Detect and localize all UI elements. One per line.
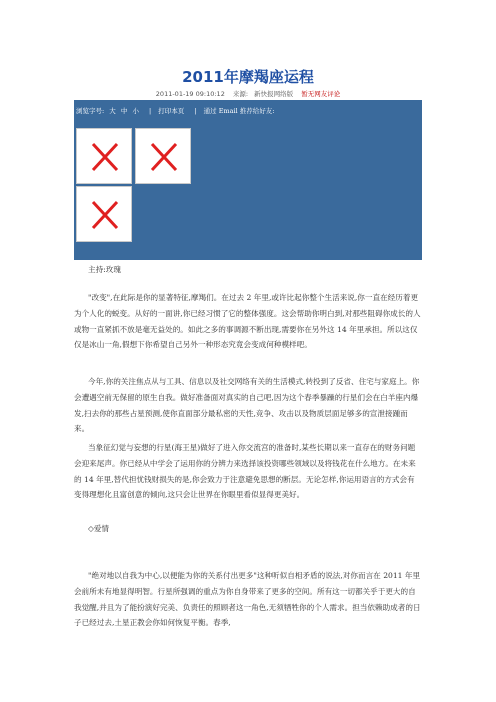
red-x-icon <box>91 200 119 230</box>
article-paragraph <box>74 568 422 631</box>
font-size-small-link[interactable]: 小 <box>132 107 139 115</box>
love-heading: ◇爱情 <box>88 524 110 533</box>
article-paragraph <box>74 290 422 353</box>
article-meta <box>0 89 496 98</box>
article-paragraph <box>74 374 422 437</box>
article-toolbar <box>76 106 277 115</box>
section-heading <box>74 521 422 537</box>
paragraph-text: "改变",在此际是你的显著特征,摩羯们。在过去 2 年里,或许比起你整个生活来说,你一直在经历着更为个人化的蜕变。从好的一面讲,你已经习惯了它的整体强度。这会帮助你明白到,对那些阻碍你成长的人或物一直紧抓不放是毫无益处的。如此之多的事调源不断出现,需要你在另外这 14 年里承担。所以这仅仅是冰山一角,假想下你希望自己另外一种形态究竟会变成何种模样吧。 <box>74 293 421 350</box>
toolbar-separator: | <box>194 107 197 115</box>
broken-image <box>76 128 132 184</box>
broken-image <box>76 186 132 242</box>
red-x-icon <box>91 142 119 172</box>
paragraph-text: 今年,你的关注焦点从与工具、信息以及社交网络有关的生活模式,转投到了反省、住宅与家庭上。你会遭遇空前无保留的原生自我。做好准备面对真实的自己吧,因为这个春季暴躁的行星们会在白羊座内爆发,扫去你的那些占星预测,使你直面部分最私密的天性,竞争、攻击以及物质层面足够多的宣泄接踵而来。 <box>74 377 420 434</box>
host-line <box>74 262 422 278</box>
toolbar-separator: | <box>149 107 152 115</box>
article-paragraph <box>74 440 422 503</box>
font-size-large-link[interactable]: 大 <box>109 107 116 115</box>
font-size-label: 浏览字号: <box>76 107 105 115</box>
toolbar-panel <box>74 100 422 260</box>
source-name: 新快报网络版 <box>254 90 294 98</box>
comment-link[interactable]: 暂无网友评论 <box>301 90 341 98</box>
article-title: 2011年摩羯座运程 <box>182 68 314 86</box>
paragraph-text: 当象征幻觉与妄想的行星(海王星)做好了进入你交流宫的准备时,某些长期以来一直存在的财务问题会迎来尾声。你已经从中学会了运用你的分辨力来选择该投资哪些领域以及将钱花在什么地方。在未来的 14 年里,替代担忧钱财损失的是,你会致力于注意避免思想的断层。无论怎样,你运用语言的方式会有变得理想化且富创意的倾向,这只会让世界在你眼里看似显得更美好。 <box>74 443 416 500</box>
source-label: 来源: <box>232 90 249 98</box>
print-page-link[interactable]: 打印本页 <box>158 107 185 115</box>
font-size-medium-link[interactable]: 中 <box>120 107 128 115</box>
host-text: 主持:玫瑰 <box>88 265 121 274</box>
email-recommend-link[interactable]: 通过 Email 推荐给好友: <box>203 107 275 115</box>
broken-image <box>135 128 191 184</box>
paragraph-text: "绝对地以自我为中心,以便能为你的关系付出更多"这种听似自相矛盾的说法,对你而言在 2011 年里会前所未有地显得明智。行星所强调的重点为你自身带来了更多的空间。所有这一切都关乎于更大的自我觉醒,并且为了能扮演好完美、负责任的照顾者这一角色,无须牺牲你的个人需求。担当依赖助成者的日子已经过去,土星正教会你如何恢复平衡。春季, <box>74 571 421 628</box>
red-x-icon <box>150 142 178 172</box>
publish-datetime: 2011-01-19 09:10:12 <box>155 90 225 98</box>
